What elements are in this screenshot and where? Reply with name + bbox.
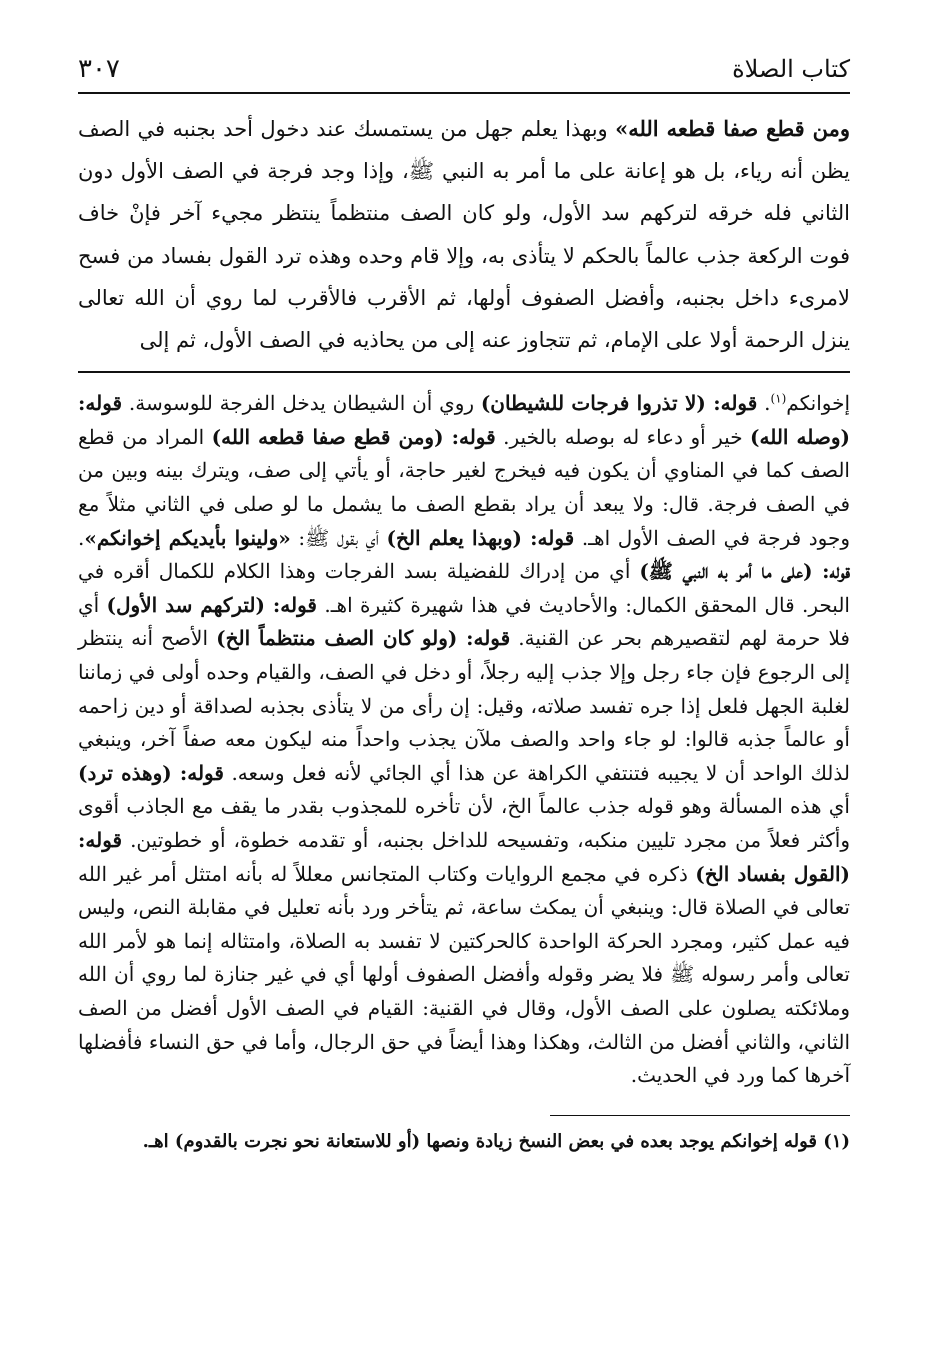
commentary-lemma: قوله: (على ما أمر به النبي ﷺ) — [639, 559, 850, 584]
commentary-run: المراد من قطع الصف كما في المناوي أن يكون فيه فيخرج لغير حاجة، أو يأتي إلى صف، ويترك بينه وبين من في الصف فرجة. قال: ولا يبعد أن يراد بقطع الصف ما يشمل ما لو صلى في الثاني مثلاً مع وجود فرجة في الصف الأول اهـ. — [78, 424, 850, 550]
commentary-run: خير أو دعاء له بوصله بالخير. — [495, 424, 751, 449]
commentary-run: أي بقول ﷺ: — [290, 525, 387, 550]
commentary-lemma: قوله: (لا تذروا فرجات للشيطان) — [480, 391, 758, 416]
commentary-divider — [78, 371, 850, 373]
commentary-lemma: قوله: (وبهذا يعلم الخ) — [386, 525, 575, 550]
main-text — [78, 108, 850, 361]
commentary-run: أي فلا حرمة لهم لتقصيرهم بحر عن القنية. — [78, 592, 850, 651]
running-title: كتاب الصلاة — [732, 55, 850, 83]
page-header — [78, 40, 850, 84]
commentary-run: أي هذه المسألة وهو قوله جذب عالماً الخ، لأن تأخره للمجذوب بقدر ما يقف مع الجاذب أقوى وأكثر فعلاً من مجرد تليين منكبه، وتفسيحه للداخل بجنبه، أو تقدمه خطوة، أو خطوتين. — [78, 794, 850, 852]
commentary-run: الأصح أنه ينتظر إلى الرجوع فإن جاء رجل وإلا جذب إليه رجلاً، أو دخل في الصف، والقيام وحده أولى في زماننا لغلبة الجهل فلعل إذا جره تفسد صلاته، وقيل: إن رأى من لا يتأذى بجذبه لصداقة أو دين زاحمه أو عالماً جذبه قالوا: لو جاء واحد والصف ملآن يجذب واحداً منه ليكون معه صفاً آخر، وينبغي لذلك الواحد أن لا يجيبه فتنتفي الكراهة عن هذا أي الجائي لأنه فعل وسعه. — [78, 626, 850, 785]
footnote-divider — [550, 1115, 850, 1116]
commentary-lemma: قوله: (وهذه ترد) — [78, 760, 224, 785]
commentary-lemma: «ولينوا بأيديكم إخوانكم» — [84, 525, 291, 550]
main-text-lead: ومن قطع صفا قطعه الله» — [615, 116, 850, 141]
commentary-lemma: قوله: (لتركهم سد الأول) — [106, 592, 317, 617]
commentary-lemma: قوله: (ولو كان الصف منتظماً الخ) — [216, 626, 511, 651]
commentary-text — [78, 387, 850, 1092]
commentary-run: روي أن الشيطان يدخل الفرجة للوسوسة. — [122, 391, 481, 416]
commentary-lemma: قوله: (القول بفساد الخ) — [78, 827, 850, 886]
page-number: ٣٠٧ — [78, 54, 120, 84]
header-divider — [78, 92, 850, 94]
commentary-run: ذكره في مجمع الروايات وكتاب المتجانس معللاً له بأنه امتثل أمر غير الله تعالى في الصلاة قال: وينبغي أن يمكث ساعة، ثم يتأخر ورد بأنه تعليل في مقابلة النص، وليس فيه عمل كثير، ومجرد الحركة الواحدة كالحركتين لا تفسد به الصلاة، وامتثاله إنما هو لأمر الله تعالى وأمر رسوله ﷺ فلا يضر وقوله وأفضل الصفوف أولها أي في غير جنازة لما روي أن الله وملائكته يصلون على الصف الأول، وقال في القنية: القيام في الصف الأول أفضل من الصف الثاني، والثاني أفضل من الثالث، وهكذا وهذا أيضاً في حق الرجال، وأما في حق النساء فأفضلها آخرها كما ورد في الحديث. — [78, 861, 850, 1088]
main-text-body: وبهذا يعلم جهل من يستمسك عند دخول أحد بجنبه في الصف يظن أنه رياء، بل هو إعانة على ما أمر به النبي ﷺ، وإذا وجد فرجة في الصف الأول دون الثاني فله خرقه لتركهم سد الأول، ولو كان الصف منتظماً ينتظر مجيء آخر فإنْ خاف فوت الركعة جذب عالماً بالحكم لا يتأذى به، وإلا قام وحده وهذه ترد القول بفساد من فسح لامرىء داخل بجنبه، وأفضل الصفوف أولها، ثم الأقرب فالأقرب لما روي أن الله تعالى ينزل الرحمة أولا على الإمام، ثم تتجاوز عنه إلى من يحاذيه في الصف الأول، ثم إلى — [78, 117, 850, 353]
footnote: (١) قوله إخوانكم يوجد بعده في بعض النسخ زيادة ونصها (أو للاستعانة نحو نجرت بالقدوم) اهـ. — [142, 1130, 850, 1152]
commentary-run: إخوانكم — [786, 391, 850, 416]
commentary-lemma: قوله: (وصله الله) — [78, 391, 850, 449]
commentary-run: أي من إدراك للفضيلة بسد الفرجات وهذا الكلام للكمال أقره في البحر. قال المحقق الكمال: والأحاديث في هذا شهيرة كثيرة اهـ. — [78, 559, 850, 617]
book-page — [78, 40, 850, 1330]
footnote-ref: (١) — [770, 391, 787, 406]
commentary-lemma: قوله: (ومن قطع صفا قطعه الله) — [211, 424, 496, 449]
commentary-run: . — [78, 525, 85, 550]
commentary-run: . — [757, 391, 771, 416]
